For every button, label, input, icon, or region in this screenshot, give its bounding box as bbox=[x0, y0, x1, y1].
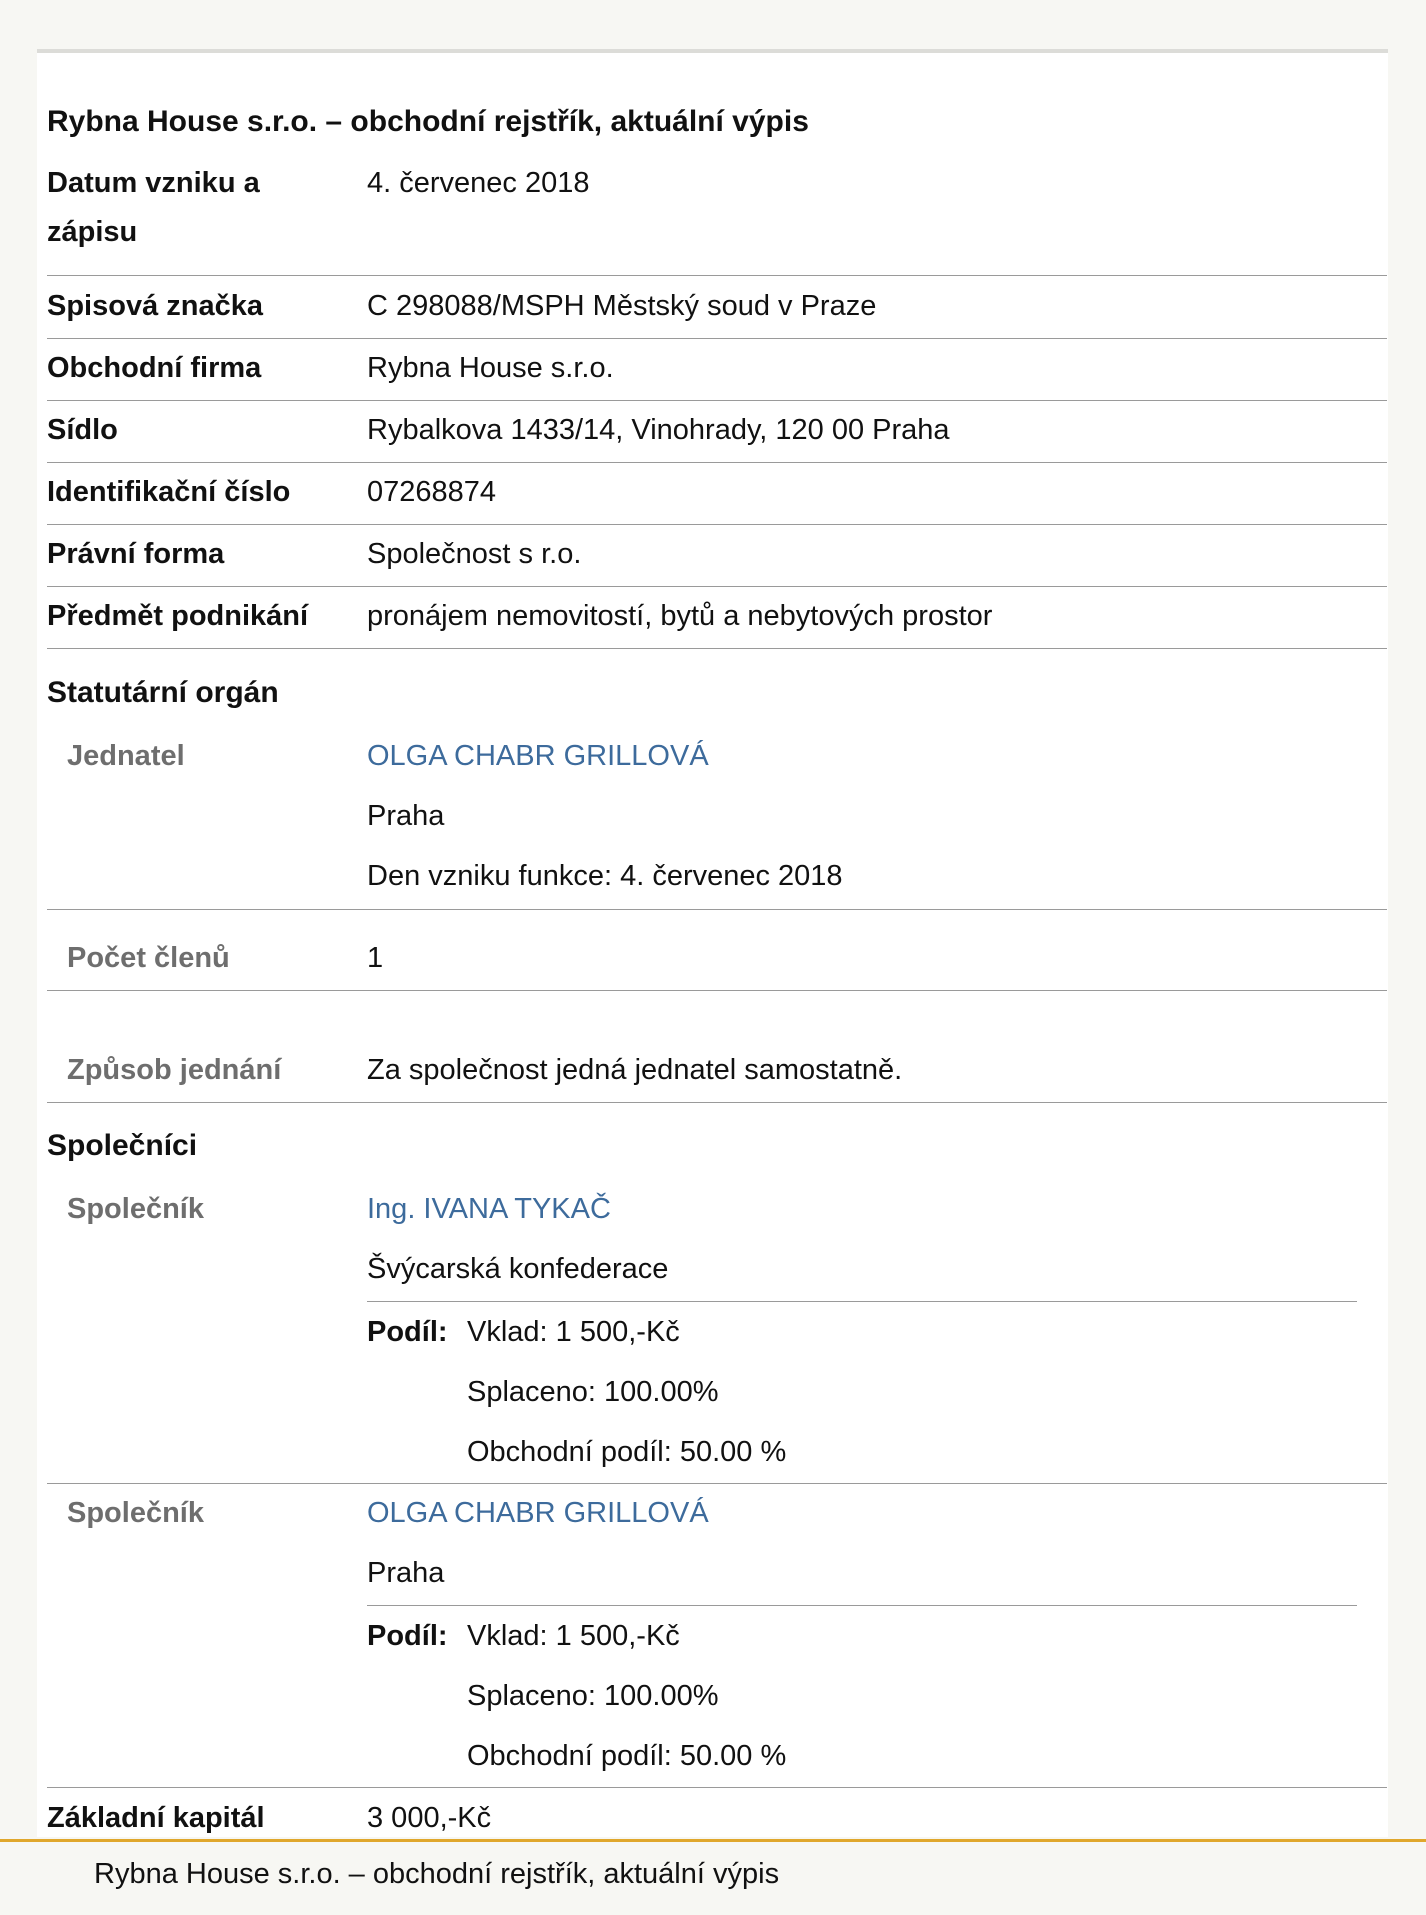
datum-label-line2: zápisu bbox=[47, 216, 138, 248]
jednatel-since: Den vzniku funkce: 4. červenec 2018 bbox=[367, 860, 843, 892]
datum-value: 4. červenec 2018 bbox=[367, 167, 590, 199]
row-spisova-znacka bbox=[47, 276, 1387, 339]
sidlo-label: Sídlo bbox=[47, 414, 118, 446]
spisova-value: C 298088/MSPH Městský soud v Praze bbox=[367, 290, 877, 322]
firma-label: Obchodní firma bbox=[47, 352, 262, 384]
spolecnik-label: Společník bbox=[67, 1497, 204, 1529]
predmet-label: Předmět podnikání bbox=[47, 600, 309, 632]
row-predmet-podnikani bbox=[47, 586, 1387, 649]
pocet-value: 1 bbox=[367, 942, 384, 974]
row-pocet-clenu bbox=[47, 916, 1387, 991]
share-label: Podíl: bbox=[367, 1316, 448, 1348]
jednatel-name-link[interactable]: OLGA CHABR GRILLOVÁ bbox=[367, 740, 709, 772]
share-label: Podíl: bbox=[367, 1620, 448, 1652]
row-pravni-forma bbox=[47, 524, 1387, 587]
row-jednatel bbox=[47, 726, 1387, 910]
kapital-label: Základní kapitál bbox=[47, 1802, 265, 1834]
section-spolecnici: Společníci bbox=[47, 1129, 198, 1162]
spolecnik-row bbox=[47, 1179, 1387, 1484]
spisova-label: Spisová značka bbox=[47, 290, 263, 322]
jednatel-city: Praha bbox=[367, 800, 445, 832]
datum-label: Datum vzniku a bbox=[47, 167, 260, 199]
spolecnik-place: Praha bbox=[367, 1557, 445, 1589]
share-vklad: Vklad: 1 500,-Kč bbox=[467, 1316, 680, 1348]
zpusob-label: Způsob jednání bbox=[67, 1054, 282, 1086]
share-vklad: Vklad: 1 500,-Kč bbox=[467, 1620, 680, 1652]
predmet-value: pronájem nemovitostí, bytů a nebytových prostor bbox=[367, 600, 993, 632]
row-datum-vzniku bbox=[47, 153, 1387, 276]
ic-value: 07268874 bbox=[367, 476, 497, 508]
share-splaceno: Splaceno: 100.00% bbox=[467, 1680, 719, 1712]
row-obchodni-firma bbox=[47, 338, 1387, 401]
forma-value: Společnost s r.o. bbox=[367, 538, 582, 570]
firma-value: Rybna House s.r.o. bbox=[367, 352, 614, 384]
spolecnik-label: Společník bbox=[67, 1193, 204, 1225]
page-title: Rybna House s.r.o. – obchodní rejstřík, aktuální výpis bbox=[47, 105, 809, 138]
forma-label: Právní forma bbox=[47, 538, 225, 570]
sidlo-value: Rybalkova 1433/14, Vinohrady, 120 00 Praha bbox=[367, 414, 950, 446]
spolecnik-name-link[interactable]: Ing. IVANA TYKAČ bbox=[367, 1193, 611, 1225]
footer bbox=[0, 1839, 1426, 1915]
register-extract-card bbox=[37, 49, 1388, 1837]
spolecnik-name-link[interactable]: OLGA CHABR GRILLOVÁ bbox=[367, 1497, 709, 1529]
row-zpusob-jednani bbox=[47, 1040, 1387, 1103]
spolecnik-place: Švýcarská konfederace bbox=[367, 1253, 669, 1285]
share-splaceno: Splaceno: 100.00% bbox=[467, 1376, 719, 1408]
share-podil: Obchodní podíl: 50.00 % bbox=[467, 1740, 787, 1772]
kapital-value: 3 000,-Kč bbox=[367, 1802, 492, 1834]
zpusob-value: Za společnost jedná jednatel samostatně. bbox=[367, 1054, 903, 1086]
row-sidlo bbox=[47, 400, 1387, 463]
pocet-label: Počet členů bbox=[67, 942, 230, 974]
share-podil: Obchodní podíl: 50.00 % bbox=[467, 1436, 787, 1468]
jednatel-label: Jednatel bbox=[67, 740, 185, 772]
footer-title: Rybna House s.r.o. – obchodní rejstřík, aktuální výpis bbox=[94, 1858, 780, 1890]
ic-label: Identifikační číslo bbox=[47, 476, 291, 508]
section-statutarni-organ: Statutární orgán bbox=[47, 676, 279, 709]
spolecnik-row bbox=[47, 1483, 1387, 1788]
row-identifikacni-cislo bbox=[47, 462, 1387, 525]
